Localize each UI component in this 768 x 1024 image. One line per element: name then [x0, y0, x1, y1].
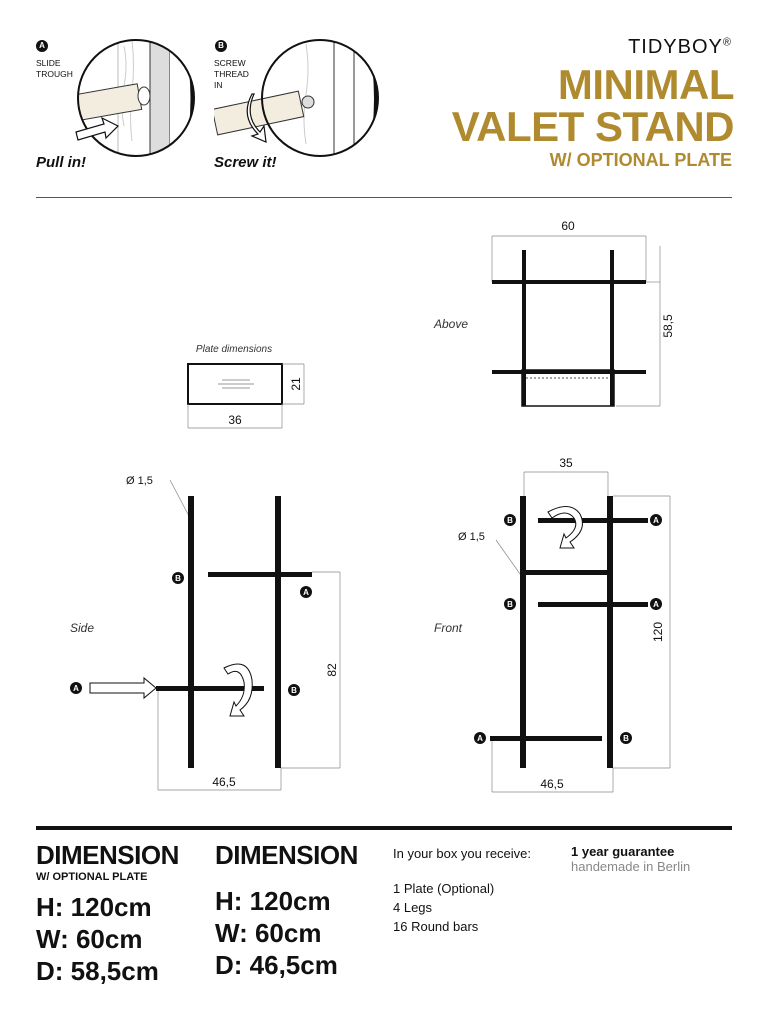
plate-height-dim: 21 [289, 377, 303, 391]
dimensions-with-plate-depth: D: 58,5cm [36, 956, 159, 986]
product-subtitle: W/ OPTIONAL PLATE [549, 150, 732, 170]
side-height-dim: 82 [325, 663, 339, 677]
front-marker-a-2 [650, 598, 662, 610]
dimensions-with-plate-height: H: 120cm [36, 892, 152, 922]
front-view-label: Front [434, 621, 463, 635]
plate-label: Plate dimensions [195, 344, 273, 355]
step-b-badge: B [215, 40, 227, 52]
header-divider [36, 197, 732, 198]
svg-text:B: B [507, 600, 513, 609]
step-a-caption: Pull in! [36, 154, 86, 171]
svg-text:B: B [175, 574, 181, 583]
above-view-drawing [420, 210, 680, 420]
plate-drawing [180, 340, 330, 440]
front-height-dim: 120 [651, 621, 665, 643]
front-marker-b-3 [620, 732, 632, 744]
dimensions-with-plate-sub: W/ OPTIONAL PLATE [36, 871, 148, 883]
step-b-instruction: SCREW THREAD IN [214, 58, 249, 90]
product-title-line1: MINIMAL [557, 61, 734, 108]
footer-divider [36, 826, 732, 830]
step-b-caption: Screw it! [214, 154, 277, 171]
dimensions-standard-width: W: 60cm [215, 918, 322, 948]
dimensions-with-plate-width: W: 60cm [36, 924, 143, 954]
side-view-drawing [60, 460, 360, 800]
svg-text:B: B [291, 686, 297, 695]
svg-text:A: A [303, 588, 309, 597]
svg-text:B: B [507, 516, 513, 525]
front-view-drawing [420, 450, 680, 800]
svg-text:A: A [477, 734, 483, 743]
box-item: 1 Plate (Optional) [393, 881, 495, 896]
product-title-line2: VALET STAND [451, 103, 734, 150]
above-view-label: Above [434, 317, 469, 331]
dimensions-standard-heading: DIMENSION [215, 840, 358, 870]
front-marker-a-1 [650, 514, 662, 526]
step-a-badge: A [36, 40, 48, 52]
made-in-label: handemade in Berlin [571, 859, 691, 874]
dimensions-with-plate-heading: DIMENSION [36, 840, 179, 870]
side-depth-dim: 46,5 [212, 775, 236, 789]
svg-text:B: B [623, 734, 629, 743]
above-depth-dim: 58,5 [661, 314, 675, 338]
front-top-width-dim: 35 [559, 456, 573, 470]
dimensions-standard-depth: D: 46,5cm [215, 950, 338, 980]
svg-text:A: A [73, 684, 79, 693]
brand-name: TIDYBOY® [628, 36, 732, 58]
box-contents-heading: In your box you receive: [393, 846, 532, 861]
front-marker-a-3 [474, 732, 486, 744]
svg-text:A: A [653, 516, 659, 525]
side-marker-b-top [172, 572, 184, 584]
side-marker-a-left [70, 682, 82, 694]
dimensions-standard-height: H: 120cm [215, 886, 331, 916]
svg-text:A: A [653, 600, 659, 609]
front-marker-b-1 [504, 514, 516, 526]
front-depth-dim: 46,5 [540, 777, 564, 791]
side-marker-a-top [300, 586, 312, 598]
box-contents [393, 844, 531, 936]
step-a-instruction: SLIDE TROUGH [36, 58, 73, 79]
box-item: 4 Legs [393, 900, 433, 915]
front-marker-b-2 [504, 598, 516, 610]
guarantee-block [571, 844, 690, 874]
side-diameter-label: Ø 1,5 [126, 475, 153, 487]
side-view-label: Side [70, 621, 95, 635]
plate-width-dim: 36 [228, 413, 242, 427]
box-item: 16 Round bars [393, 919, 479, 934]
dimensions-standard [215, 840, 358, 981]
guarantee-title: 1 year guarantee [571, 844, 675, 859]
side-marker-b-right [288, 684, 300, 696]
front-diameter-label: Ø 1,5 [458, 531, 485, 543]
dimensions-with-plate [36, 840, 179, 987]
above-width-dim: 60 [561, 219, 575, 233]
